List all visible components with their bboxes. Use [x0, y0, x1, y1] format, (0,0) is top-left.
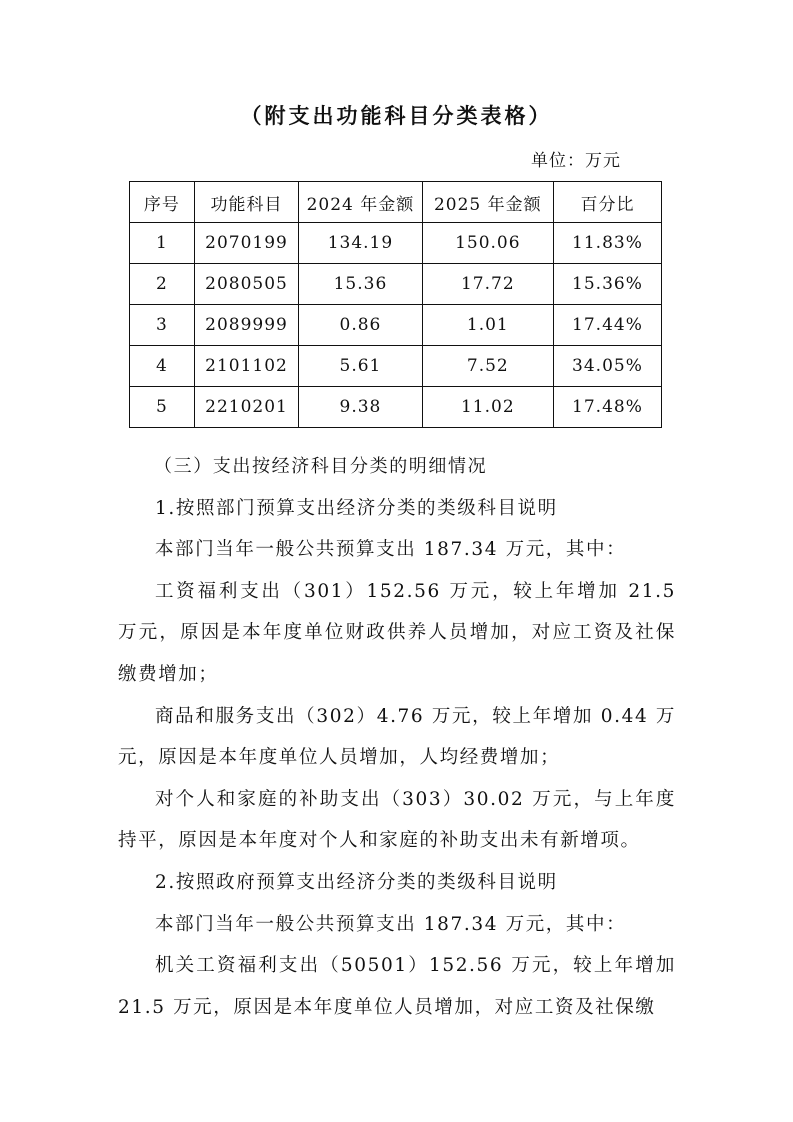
expenditure-table: [129, 181, 662, 428]
cell-amount-2025: 11.02: [422, 387, 553, 428]
cell-amount-2025: 17.72: [422, 264, 553, 305]
cell-amount-2025: 1.01: [422, 305, 553, 346]
table-row: [130, 346, 662, 387]
body-text: [118, 446, 676, 1028]
subsection-heading: 2.按照政府预算支出经济分类的类级科目说明: [155, 871, 558, 893]
unit-label: 单位：万元: [531, 151, 621, 171]
header-amount-2024: 2024 年金额: [299, 182, 422, 223]
cell-amount-2024: 5.61: [299, 346, 422, 387]
cell-percentage: 11.83%: [553, 223, 661, 264]
cell-function-code: 2080505: [194, 264, 298, 305]
header-percentage: 百分比: [553, 182, 661, 223]
cell-seq: 2: [130, 264, 195, 305]
paragraph: 商品和服务支出（302）4.76 万元，较上年增加 0.44 万元，原因是本年度单位人员增加，人均经费增加；: [118, 705, 676, 769]
cell-percentage: 34.05%: [553, 346, 661, 387]
cell-function-code: 2089999: [194, 305, 298, 346]
paragraph: 本部门当年一般公共预算支出 187.34 万元，其中：: [155, 539, 627, 561]
cell-function-code: 2210201: [194, 387, 298, 428]
subsection-heading: 1.按照部门预算支出经济分类的类级科目说明: [155, 497, 558, 519]
header-function-code: 功能科目: [194, 182, 298, 223]
cell-function-code: 2070199: [194, 223, 298, 264]
table-header-row: [130, 182, 662, 223]
paragraph: 机关工资福利支出（50501）152.56 万元，较上年增加 21.5 万元，原因是本年度单位人员增加，对应工资及社保缴: [118, 955, 676, 1018]
table-row: [130, 264, 662, 305]
cell-seq: 5: [130, 387, 195, 428]
cell-amount-2024: 134.19: [299, 223, 422, 264]
cell-seq: 1: [130, 223, 195, 264]
table-row: [130, 305, 662, 346]
cell-seq: 3: [130, 305, 195, 346]
cell-amount-2024: 0.86: [299, 305, 422, 346]
table-row: [130, 387, 662, 428]
table-row: [130, 223, 662, 264]
cell-amount-2025: 7.52: [422, 346, 553, 387]
section-heading: （三）支出按经济科目分类的明细情况: [154, 456, 488, 477]
cell-percentage: 17.44%: [553, 305, 661, 346]
cell-percentage: 15.36%: [553, 264, 661, 305]
cell-amount-2024: 15.36: [299, 264, 422, 305]
cell-amount-2024: 9.38: [299, 387, 422, 428]
paragraph: 工资福利支出（301）152.56 万元，较上年增加 21.5 万元，原因是本年度单位财政供养人员增加，对应工资及社保缴费增加；: [118, 580, 676, 685]
document-title: （附支出功能科目分类表格）: [240, 104, 553, 128]
cell-percentage: 17.48%: [553, 387, 661, 428]
paragraph: 对个人和家庭的补助支出（303）30.02 万元，与上年度持平，原因是本年度对个人和家庭的补助支出未有新增项。: [118, 788, 676, 852]
header-seq: 序号: [130, 182, 195, 223]
cell-seq: 4: [130, 346, 195, 387]
paragraph: 本部门当年一般公共预算支出 187.34 万元，其中：: [155, 913, 627, 935]
cell-amount-2025: 150.06: [422, 223, 553, 264]
header-amount-2025: 2025 年金额: [422, 182, 553, 223]
cell-function-code: 2101102: [194, 346, 298, 387]
